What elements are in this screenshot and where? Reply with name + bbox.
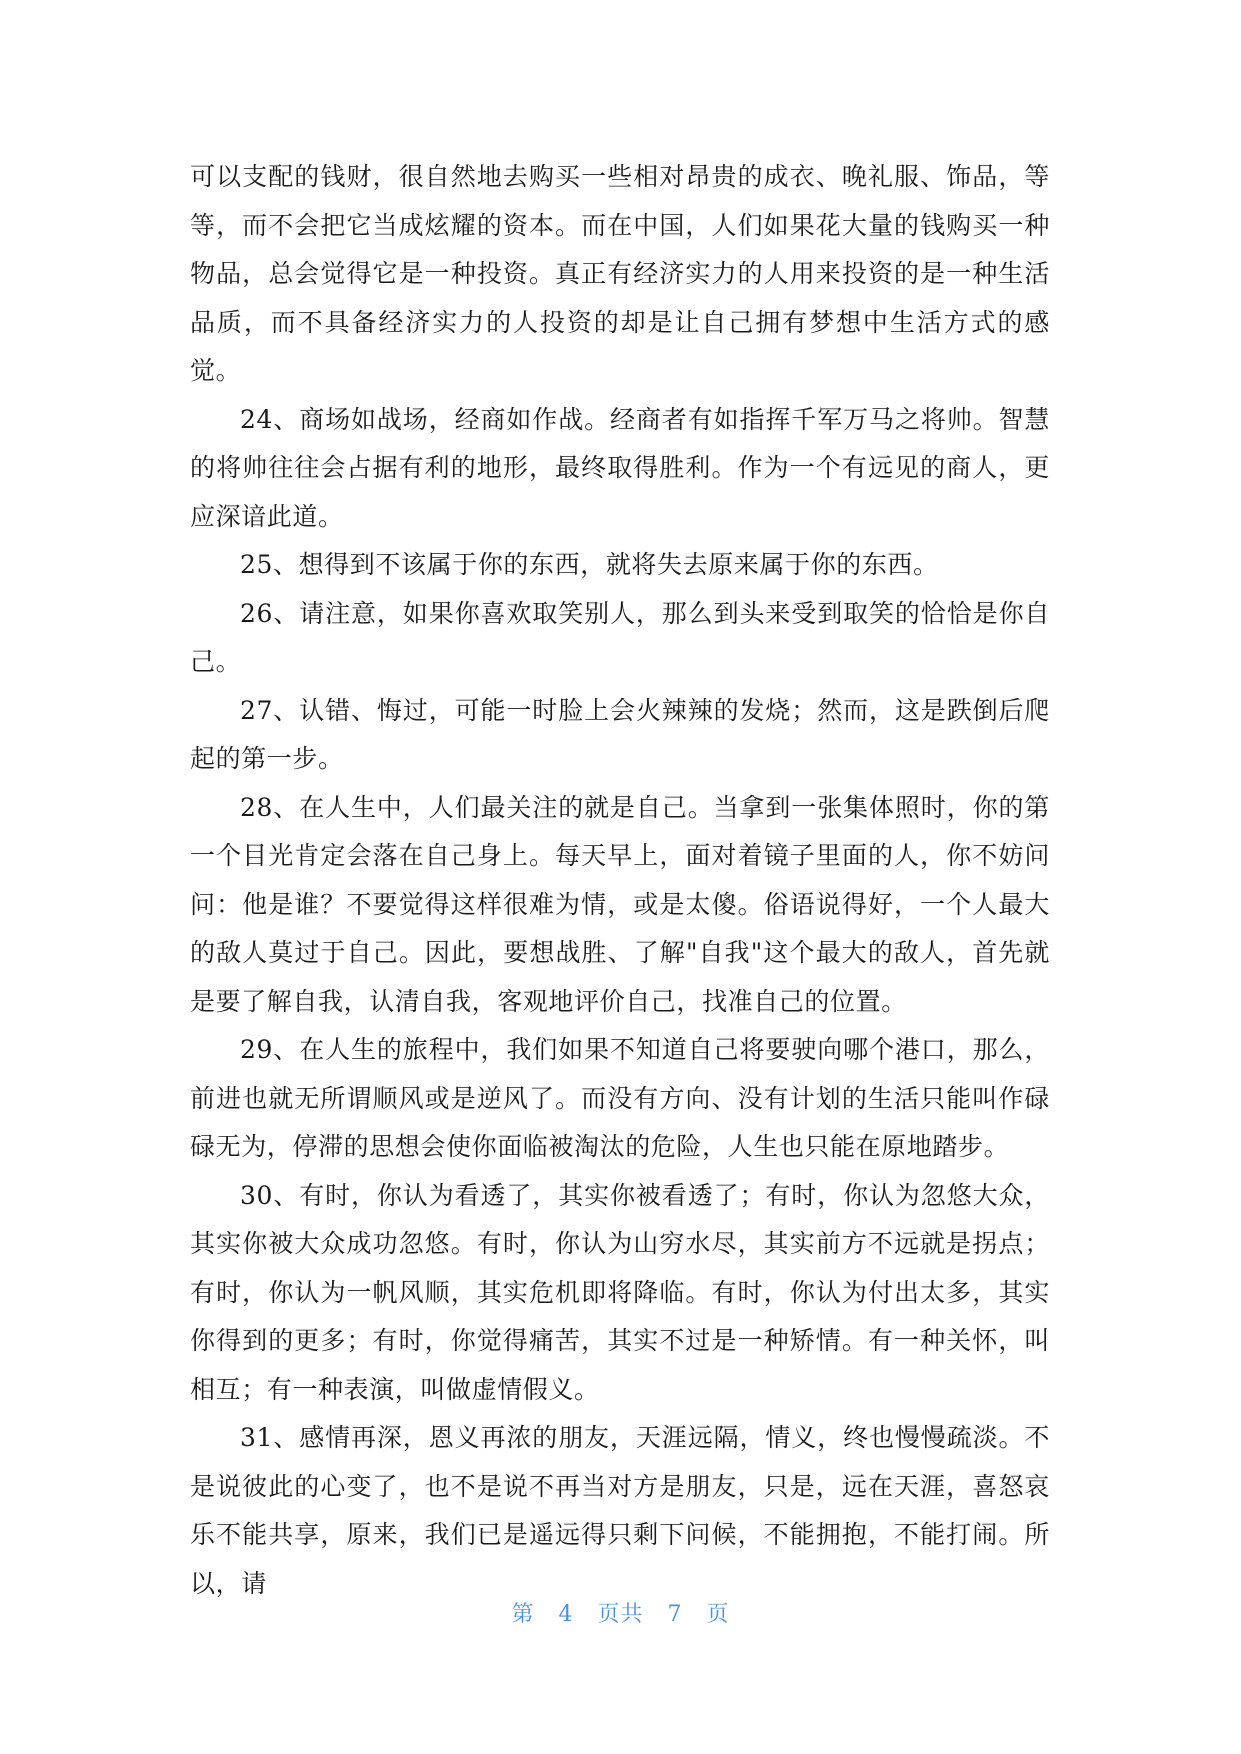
paragraph-29: 29、在人生的旅程中，我们如果不知道自己将要驶向哪个港口，那么，前进也就无所谓顺风或是逆风了。而没有方向、没有计划的生活只能叫作碌碌无为，停滞的思想会使你面临被淘汰的危险，人生也只能在原地踏步。 <box>190 1035 1050 1161</box>
footer-current-page: 4 <box>558 1602 574 1627</box>
paragraph-28: 28、在人生中，人们最关注的就是自己。当拿到一张集体照时，你的第一个目光肯定会落在自己身上。每天早上，面对着镜子里面的人，你不妨问问：他是谁？不要觉得这样很难为情，或是太傻。俗语说得好，一个人最大的敌人莫过于自己。因此，要想战胜、了解"自我"这个最大的敌人，首先就是要了解自我，认清自我，客观地评价自己，找准自己的位置。 <box>190 792 1050 1016</box>
paragraph-27: 27、认错、悔过，可能一时脸上会火辣辣的发烧；然而，这是跌倒后爬起的第一步。 <box>190 695 1050 773</box>
paragraph-continued: 可以支配的钱财，很自然地去购买一些相对昂贵的成衣、晚礼服、饰品，等等，而不会把它当成炫耀的资本。而在中国，人们如果花大量的钱购买一种物品，总会觉得它是一种投资。真正有经济实力的人用来投资的是一种生活品质，而不具备经济实力的人投资的却是让自己拥有梦想中生活方式的感觉。 <box>190 162 1050 385</box>
footer-total-pages: 7 <box>667 1602 683 1627</box>
footer-label-end: 页 <box>706 1602 730 1627</box>
paragraph-26: 26、请注意，如果你喜欢取笑别人，那么到头来受到取笑的恰恰是你自己。 <box>190 598 1050 676</box>
page-body <box>190 153 1050 1608</box>
footer-label-of: 页共 <box>597 1602 644 1627</box>
paragraph-30: 30、有时，你认为看透了，其实你被看透了；有时，你认为忽悠大众，其实你被大众成功忽悠。有时，你认为山穷水尽，其实前方不远就是拐点；有时，你认为一帆风顺，其实危机即将降临。有时，你认为付出太多，其实你得到的更多；有时，你觉得痛苦，其实不过是一种矫情。有一种关怀，叫相互；有一种表演，叫做虚情假义。 <box>190 1180 1050 1404</box>
paragraph-24: 24、商场如战场，经商如作战。经商者有如指挥千军万马之将帅。智慧的将帅往往会占据有利的地形，最终取得胜利。作为一个有远见的商人，更应深谙此道。 <box>190 404 1050 531</box>
page-footer <box>0 1597 1241 1628</box>
footer-label-page: 第 <box>511 1602 535 1627</box>
paragraph-31: 31、感情再深，恩义再浓的朋友，天涯远隔，情义，终也慢慢疏淡。不是说彼此的心变了，也不是说不再当对方是朋友，只是，远在天涯，喜怒哀乐不能共享，原来，我们已是遥远得只剩下问候，不能拥抱，不能打闹。所以，请 <box>190 1423 1050 1598</box>
paragraph-25: 25、想得到不该属于你的东西，就将失去原来属于你的东西。 <box>240 550 939 579</box>
